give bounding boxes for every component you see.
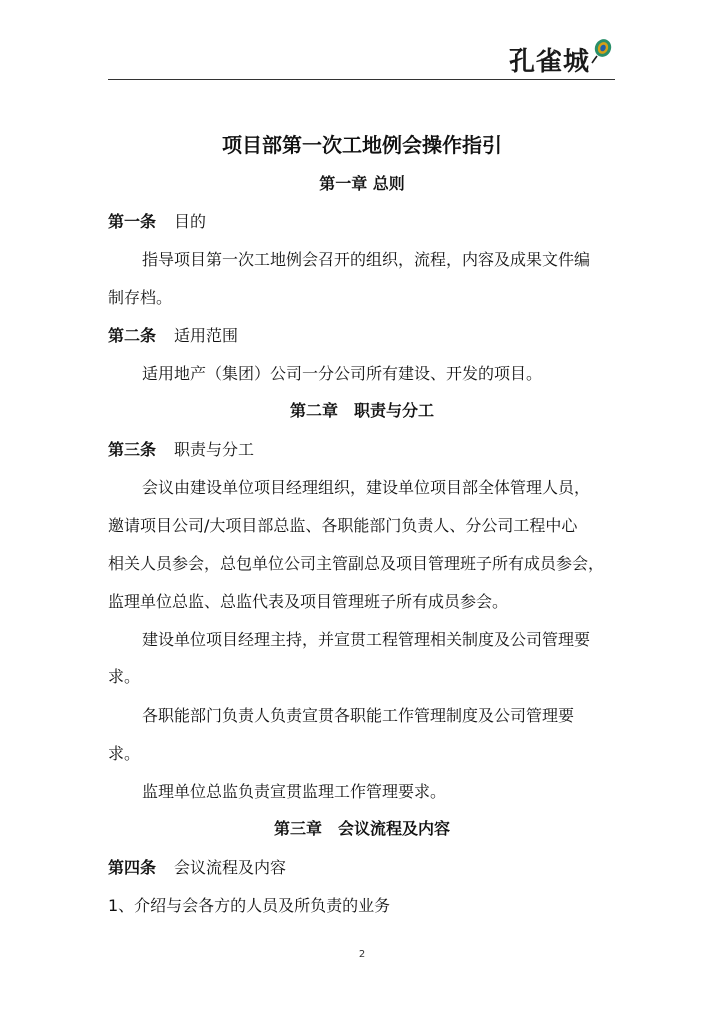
list-item-1: 1、介绍与会各方的人员及所负责的业务 <box>108 896 391 915</box>
article-2-label: 第二条 <box>108 326 157 345</box>
paragraph-3-line-1: 会议由建设单位项目经理组织，建设单位项目部全体管理人员， <box>142 478 591 497</box>
header-divider <box>108 79 615 80</box>
paragraph-5-line-2: 求。 <box>108 744 141 763</box>
paragraph-3-line-4: 监理单位总监、总监代表及项目管理班子所有成员参会。 <box>108 592 509 611</box>
article-1-heading: 目的 <box>174 212 207 231</box>
paragraph-4-line-1: 建设单位项目经理主持，并宣贯工程管理相关制度及公司管理要 <box>142 630 591 649</box>
paragraph-1-line-1: 指导项目第一次工地例会召开的组织，流程，内容及成果文件编 <box>142 250 591 269</box>
logo <box>509 42 613 78</box>
paragraph-3-line-2: 邀请项目公司/大项目部总监、各职能部门负责人、分公司工程中心 <box>108 516 578 535</box>
article-1 <box>108 211 724 233</box>
article-4-heading: 会议流程及内容 <box>174 858 287 877</box>
chapter-1-heading: 第一章 总则 <box>319 174 405 193</box>
logo-text: 孔雀城 <box>508 47 590 77</box>
article-2 <box>108 325 724 347</box>
paragraph-5-line-1: 各职能部门负责人负责宣贯各职能工作管理制度及公司管理要 <box>142 706 575 725</box>
paragraph-6: 监理单位总监负责宣贯监理工作管理要求。 <box>142 782 447 801</box>
paragraph-4-line-2: 求。 <box>108 667 141 686</box>
chapter-3-heading: 第三章 会议流程及内容 <box>273 819 450 838</box>
paragraph-2: 适用地产（集团）公司一分公司所有建设、开发的项目。 <box>142 364 543 383</box>
chapter-2-heading: 第二章 职责与分工 <box>289 401 434 420</box>
page-header <box>108 40 615 80</box>
peacock-feather-icon <box>591 38 613 64</box>
article-3 <box>108 439 724 461</box>
article-4-label: 第四条 <box>108 858 157 877</box>
paragraph-3-line-3: 相关人员参会，总包单位公司主管副总及项目管理班子所有成员参会， <box>108 554 605 573</box>
document-title: 项目部第一次工地例会操作指引 <box>222 133 502 157</box>
article-3-heading: 职责与分工 <box>174 440 255 459</box>
page-number: 2 <box>358 949 366 960</box>
paragraph-1-line-2: 制存档。 <box>108 288 173 307</box>
article-1-label: 第一条 <box>108 212 157 231</box>
article-3-label: 第三条 <box>108 440 157 459</box>
article-4 <box>108 857 724 879</box>
article-2-heading: 适用范围 <box>174 326 239 345</box>
